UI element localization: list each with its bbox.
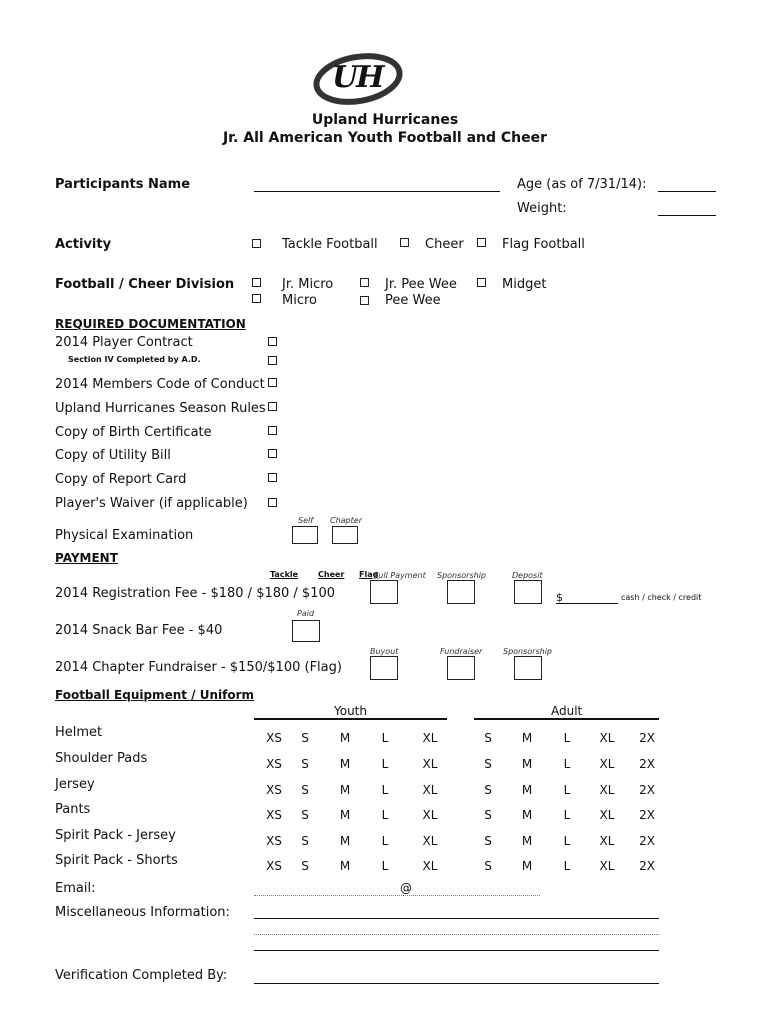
doc-waiver: Player's Waiver (if applicable) (55, 496, 248, 511)
registration-fee-label: 2014 Registration Fee - $180 / $180 / $100 (55, 586, 336, 601)
jr-pee-wee-checkbox[interactable] (360, 278, 369, 287)
youth-size-option[interactable]: XS (266, 731, 282, 745)
youth-size-option[interactable]: S (301, 731, 309, 745)
weight-field[interactable] (658, 215, 716, 216)
midget-checkbox[interactable] (477, 278, 486, 287)
youth-size-option[interactable]: S (301, 783, 309, 797)
youth-size-option[interactable]: L (381, 859, 389, 873)
youth-size-option[interactable]: S (301, 834, 309, 848)
payment-heading: PAYMENT (55, 551, 118, 565)
jr-pee-wee-label: Jr. Pee Wee (385, 277, 457, 292)
equipment-item-label: Helmet (55, 725, 103, 740)
adult-size-option[interactable]: 2X (639, 757, 655, 771)
buyout-box[interactable] (370, 656, 398, 680)
youth-size-option[interactable]: M (339, 808, 351, 822)
doc-player-contract: 2014 Player Contract (55, 335, 193, 350)
youth-size-option[interactable]: M (339, 859, 351, 873)
adult-size-option[interactable]: L (563, 808, 571, 822)
adult-size-option[interactable]: M (521, 783, 533, 797)
misc-line-1[interactable] (254, 918, 659, 919)
equipment-item-label: Pants (55, 802, 91, 817)
email-at: @ (400, 881, 412, 895)
youth-size-option[interactable]: XL (422, 808, 438, 822)
youth-size-option[interactable]: L (381, 731, 389, 745)
snack-bar-fee-label: 2014 Snack Bar Fee - $40 (55, 623, 223, 638)
youth-size-option[interactable]: XS (266, 783, 282, 797)
adult-size-option[interactable]: XL (599, 783, 615, 797)
logo (312, 52, 404, 106)
tackle-football-checkbox[interactable] (252, 239, 261, 248)
doc-section-iv-checkbox[interactable] (268, 356, 277, 365)
full-payment-label: Full Payment (374, 571, 426, 580)
deposit-amount-field[interactable] (556, 603, 618, 604)
logo-text: UH (332, 60, 383, 95)
midget-label: Midget (502, 277, 547, 292)
doc-birth-certificate-checkbox[interactable] (268, 426, 277, 435)
adult-size-option[interactable]: 2X (639, 859, 655, 873)
doc-utility-bill: Copy of Utility Bill (55, 448, 171, 463)
youth-size-option[interactable]: XL (422, 757, 438, 771)
fundraiser-label: Fundraiser (440, 647, 483, 656)
email-label: Email: (55, 881, 96, 896)
doc-code-of-conduct-checkbox[interactable] (268, 378, 277, 387)
adult-size-option[interactable]: XL (599, 834, 615, 848)
adult-size-option[interactable]: XL (599, 859, 615, 873)
age-label: Age (as of 7/31/14): (517, 177, 647, 192)
email-field[interactable] (254, 895, 540, 896)
youth-size-option[interactable]: XS (266, 859, 282, 873)
adult-size-option[interactable]: L (563, 757, 571, 771)
doc-season-rules: Upland Hurricanes Season Rules (55, 401, 266, 416)
misc-line-3[interactable] (254, 950, 659, 951)
participant-name-field[interactable] (254, 191, 500, 192)
youth-size-option[interactable]: L (381, 808, 389, 822)
full-payment-box[interactable] (370, 580, 398, 604)
activity-label: Activity (55, 237, 112, 252)
sponsorship-label: Sponsorship (437, 571, 487, 580)
jr-micro-checkbox[interactable] (252, 278, 261, 287)
division-label: Football / Cheer Division (55, 277, 235, 292)
paid-label: Paid (297, 609, 315, 618)
misc-info-label: Miscellaneous Information: (55, 905, 230, 920)
adult-size-option[interactable]: S (484, 859, 492, 873)
verification-label: Verification Completed By: (55, 968, 228, 983)
micro-label: Micro (282, 293, 317, 308)
pee-wee-label: Pee Wee (385, 293, 441, 308)
adult-size-option[interactable]: L (563, 859, 571, 873)
youth-size-option[interactable]: XS (266, 834, 282, 848)
adult-size-option[interactable]: L (563, 731, 571, 745)
adult-size-option[interactable]: L (563, 783, 571, 797)
misc-line-2[interactable] (254, 934, 659, 935)
flag-football-checkbox[interactable] (477, 238, 486, 247)
form-subtitle: Jr. All American Youth Football and Cheer (222, 130, 548, 146)
adult-size-option[interactable]: 2X (639, 783, 655, 797)
youth-size-option[interactable]: L (381, 834, 389, 848)
deposit-box[interactable] (514, 580, 542, 604)
snack-paid-box[interactable] (292, 620, 320, 642)
doc-report-card-checkbox[interactable] (268, 473, 277, 482)
age-field[interactable] (658, 191, 716, 192)
adult-size-option[interactable]: 2X (639, 834, 655, 848)
adult-size-option[interactable]: S (484, 808, 492, 822)
deposit-label: Deposit (512, 571, 543, 580)
adult-size-option[interactable]: 2X (639, 731, 655, 745)
pee-wee-checkbox[interactable] (360, 296, 369, 305)
adult-size-option[interactable]: M (521, 834, 533, 848)
cheer-label: Cheer (425, 237, 464, 252)
doc-report-card: Copy of Report Card (55, 472, 187, 487)
sponsorship2-box[interactable] (514, 656, 542, 680)
adult-size-option[interactable]: S (484, 783, 492, 797)
adult-size-option[interactable]: S (484, 757, 492, 771)
payment-method-label: cash / check / credit (621, 593, 702, 602)
dollar-sign: $ (556, 591, 563, 604)
physical-chapter-box[interactable] (332, 526, 358, 544)
youth-size-option[interactable]: M (339, 731, 351, 745)
youth-label: Youth (334, 704, 367, 718)
physical-self-box[interactable] (292, 526, 318, 544)
doc-player-contract-checkbox[interactable] (268, 337, 277, 346)
adult-size-option[interactable]: S (484, 834, 492, 848)
verification-field[interactable] (254, 983, 659, 984)
youth-size-option[interactable]: XL (422, 731, 438, 745)
adult-underline (474, 718, 659, 720)
equipment-item-label: Spirit Pack - Shorts (55, 853, 178, 868)
adult-size-option[interactable]: XL (599, 808, 615, 822)
documentation-heading: REQUIRED DOCUMENTATION (55, 317, 246, 331)
org-name: Upland Hurricanes (311, 112, 459, 128)
cheer-column-label: Cheer (318, 570, 345, 579)
youth-size-option[interactable]: L (381, 783, 389, 797)
tackle-column-label: Tackle (270, 570, 299, 579)
micro-checkbox[interactable] (252, 294, 261, 303)
buyout-label: Buyout (370, 647, 399, 656)
flag-football-label: Flag Football (502, 237, 585, 252)
equipment-item-label: Spirit Pack - Jersey (55, 828, 176, 843)
youth-size-option[interactable]: XL (422, 859, 438, 873)
doc-code-of-conduct: 2014 Members Code of Conduct (55, 377, 265, 392)
jr-micro-label: Jr. Micro (282, 277, 334, 292)
youth-size-option[interactable]: XL (422, 834, 438, 848)
doc-utility-bill-checkbox[interactable] (268, 449, 277, 458)
youth-size-option[interactable]: S (301, 757, 309, 771)
equipment-heading: Football Equipment / Uniform (55, 688, 255, 702)
fundraiser-box[interactable] (447, 656, 475, 680)
adult-size-option[interactable]: XL (599, 731, 615, 745)
adult-label: Adult (551, 704, 583, 718)
youth-size-option[interactable]: XS (266, 808, 282, 822)
flag-column-label: Flag (359, 570, 379, 579)
youth-size-option[interactable]: XS (266, 757, 282, 771)
adult-size-option[interactable]: 2X (639, 808, 655, 822)
adult-size-option[interactable]: M (521, 808, 533, 822)
weight-label: Weight: (517, 201, 567, 216)
participant-name-label: Participants Name (55, 177, 191, 192)
youth-size-option[interactable]: M (339, 783, 351, 797)
doc-section-iv: Section IV Completed by A.D. (68, 355, 201, 364)
adult-size-option[interactable]: S (484, 731, 492, 745)
adult-size-option[interactable]: M (521, 859, 533, 873)
cheer-checkbox[interactable] (400, 238, 409, 247)
doc-waiver-checkbox[interactable] (268, 498, 277, 507)
adult-size-option[interactable]: M (521, 757, 533, 771)
physical-chapter-label: Chapter (330, 516, 362, 525)
chapter-fundraiser-label: 2014 Chapter Fundraiser - $150/$100 (Flag) (55, 660, 342, 675)
adult-size-option[interactable]: M (521, 731, 533, 745)
youth-size-option[interactable]: XL (422, 783, 438, 797)
youth-size-option[interactable]: S (301, 808, 309, 822)
equipment-item-label: Jersey (55, 777, 95, 792)
sponsorship-box[interactable] (447, 580, 475, 604)
doc-season-rules-checkbox[interactable] (268, 402, 277, 411)
tackle-football-label: Tackle Football (282, 237, 378, 252)
adult-size-option[interactable]: XL (599, 757, 615, 771)
youth-size-option[interactable]: S (301, 859, 309, 873)
equipment-item-label: Shoulder Pads (55, 751, 148, 766)
adult-size-option[interactable]: L (563, 834, 571, 848)
youth-size-option[interactable]: M (339, 834, 351, 848)
youth-size-option[interactable]: M (339, 757, 351, 771)
physical-self-label: Self (298, 516, 314, 525)
doc-birth-certificate: Copy of Birth Certificate (55, 425, 212, 440)
youth-size-option[interactable]: L (381, 757, 389, 771)
youth-underline (254, 718, 447, 720)
sponsorship2-label: Sponsorship (503, 647, 553, 656)
physical-exam-label: Physical Examination (55, 528, 194, 543)
